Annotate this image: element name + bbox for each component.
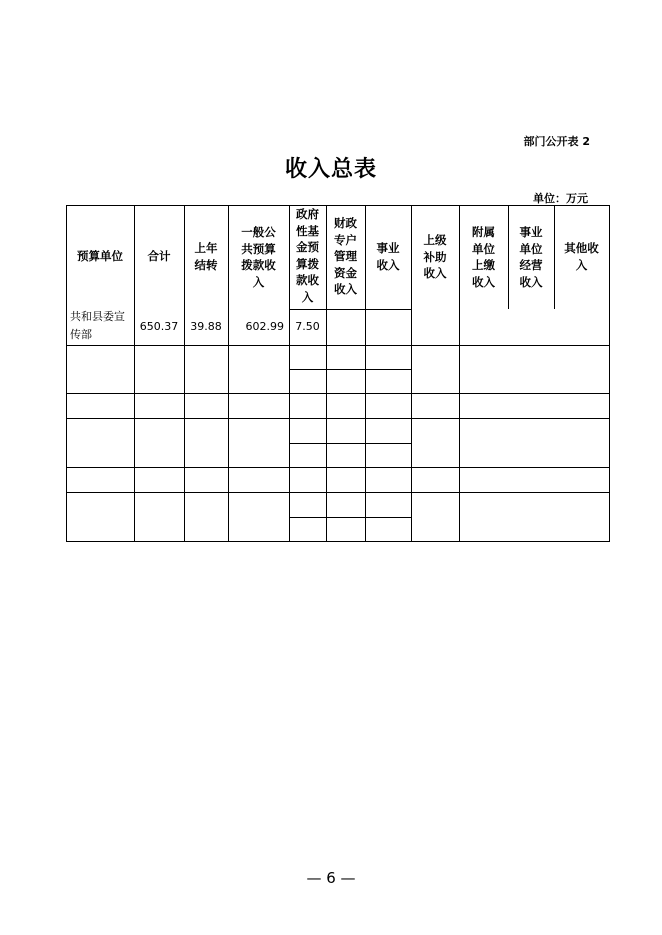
header-carryover: 上年 结转 — [194, 241, 218, 272]
cell-gov-fund: 7.50 — [295, 320, 320, 333]
cell-carryover: 39.88 — [190, 320, 222, 333]
header-general-budget: 一般公 共预算 拨款收 入 — [241, 225, 276, 289]
header-gov-fund: 政府 性基 金预 算拨 款收 入 — [296, 207, 319, 304]
header-other-income: 其他收 入 — [564, 241, 599, 272]
header-superior-subsidy: 上级 补助 收入 — [423, 233, 447, 280]
header-affiliate-income: 附属 单位 上缴 收入 — [472, 225, 495, 289]
header-business-income: 事业 收入 — [376, 241, 400, 272]
table-tag: 部门公开表 2 — [523, 135, 590, 148]
unit-label: 单位：万元 — [533, 192, 588, 205]
page-number: — 6 — — [306, 869, 356, 887]
header-special-account: 财政 专户 管理 资金 收入 — [334, 216, 357, 296]
cell-general-budget: 602.99 — [245, 320, 284, 333]
header-operating-income: 事业 单位 经营 收入 — [519, 225, 543, 289]
header-total: 合计 — [147, 249, 171, 263]
cell-unit-name: 共和县委宣 传部 — [70, 310, 125, 341]
page-title: 收入总表 — [284, 157, 377, 182]
cell-total: 650.37 — [139, 320, 179, 333]
header-budget-unit: 预算单位 — [77, 249, 123, 263]
